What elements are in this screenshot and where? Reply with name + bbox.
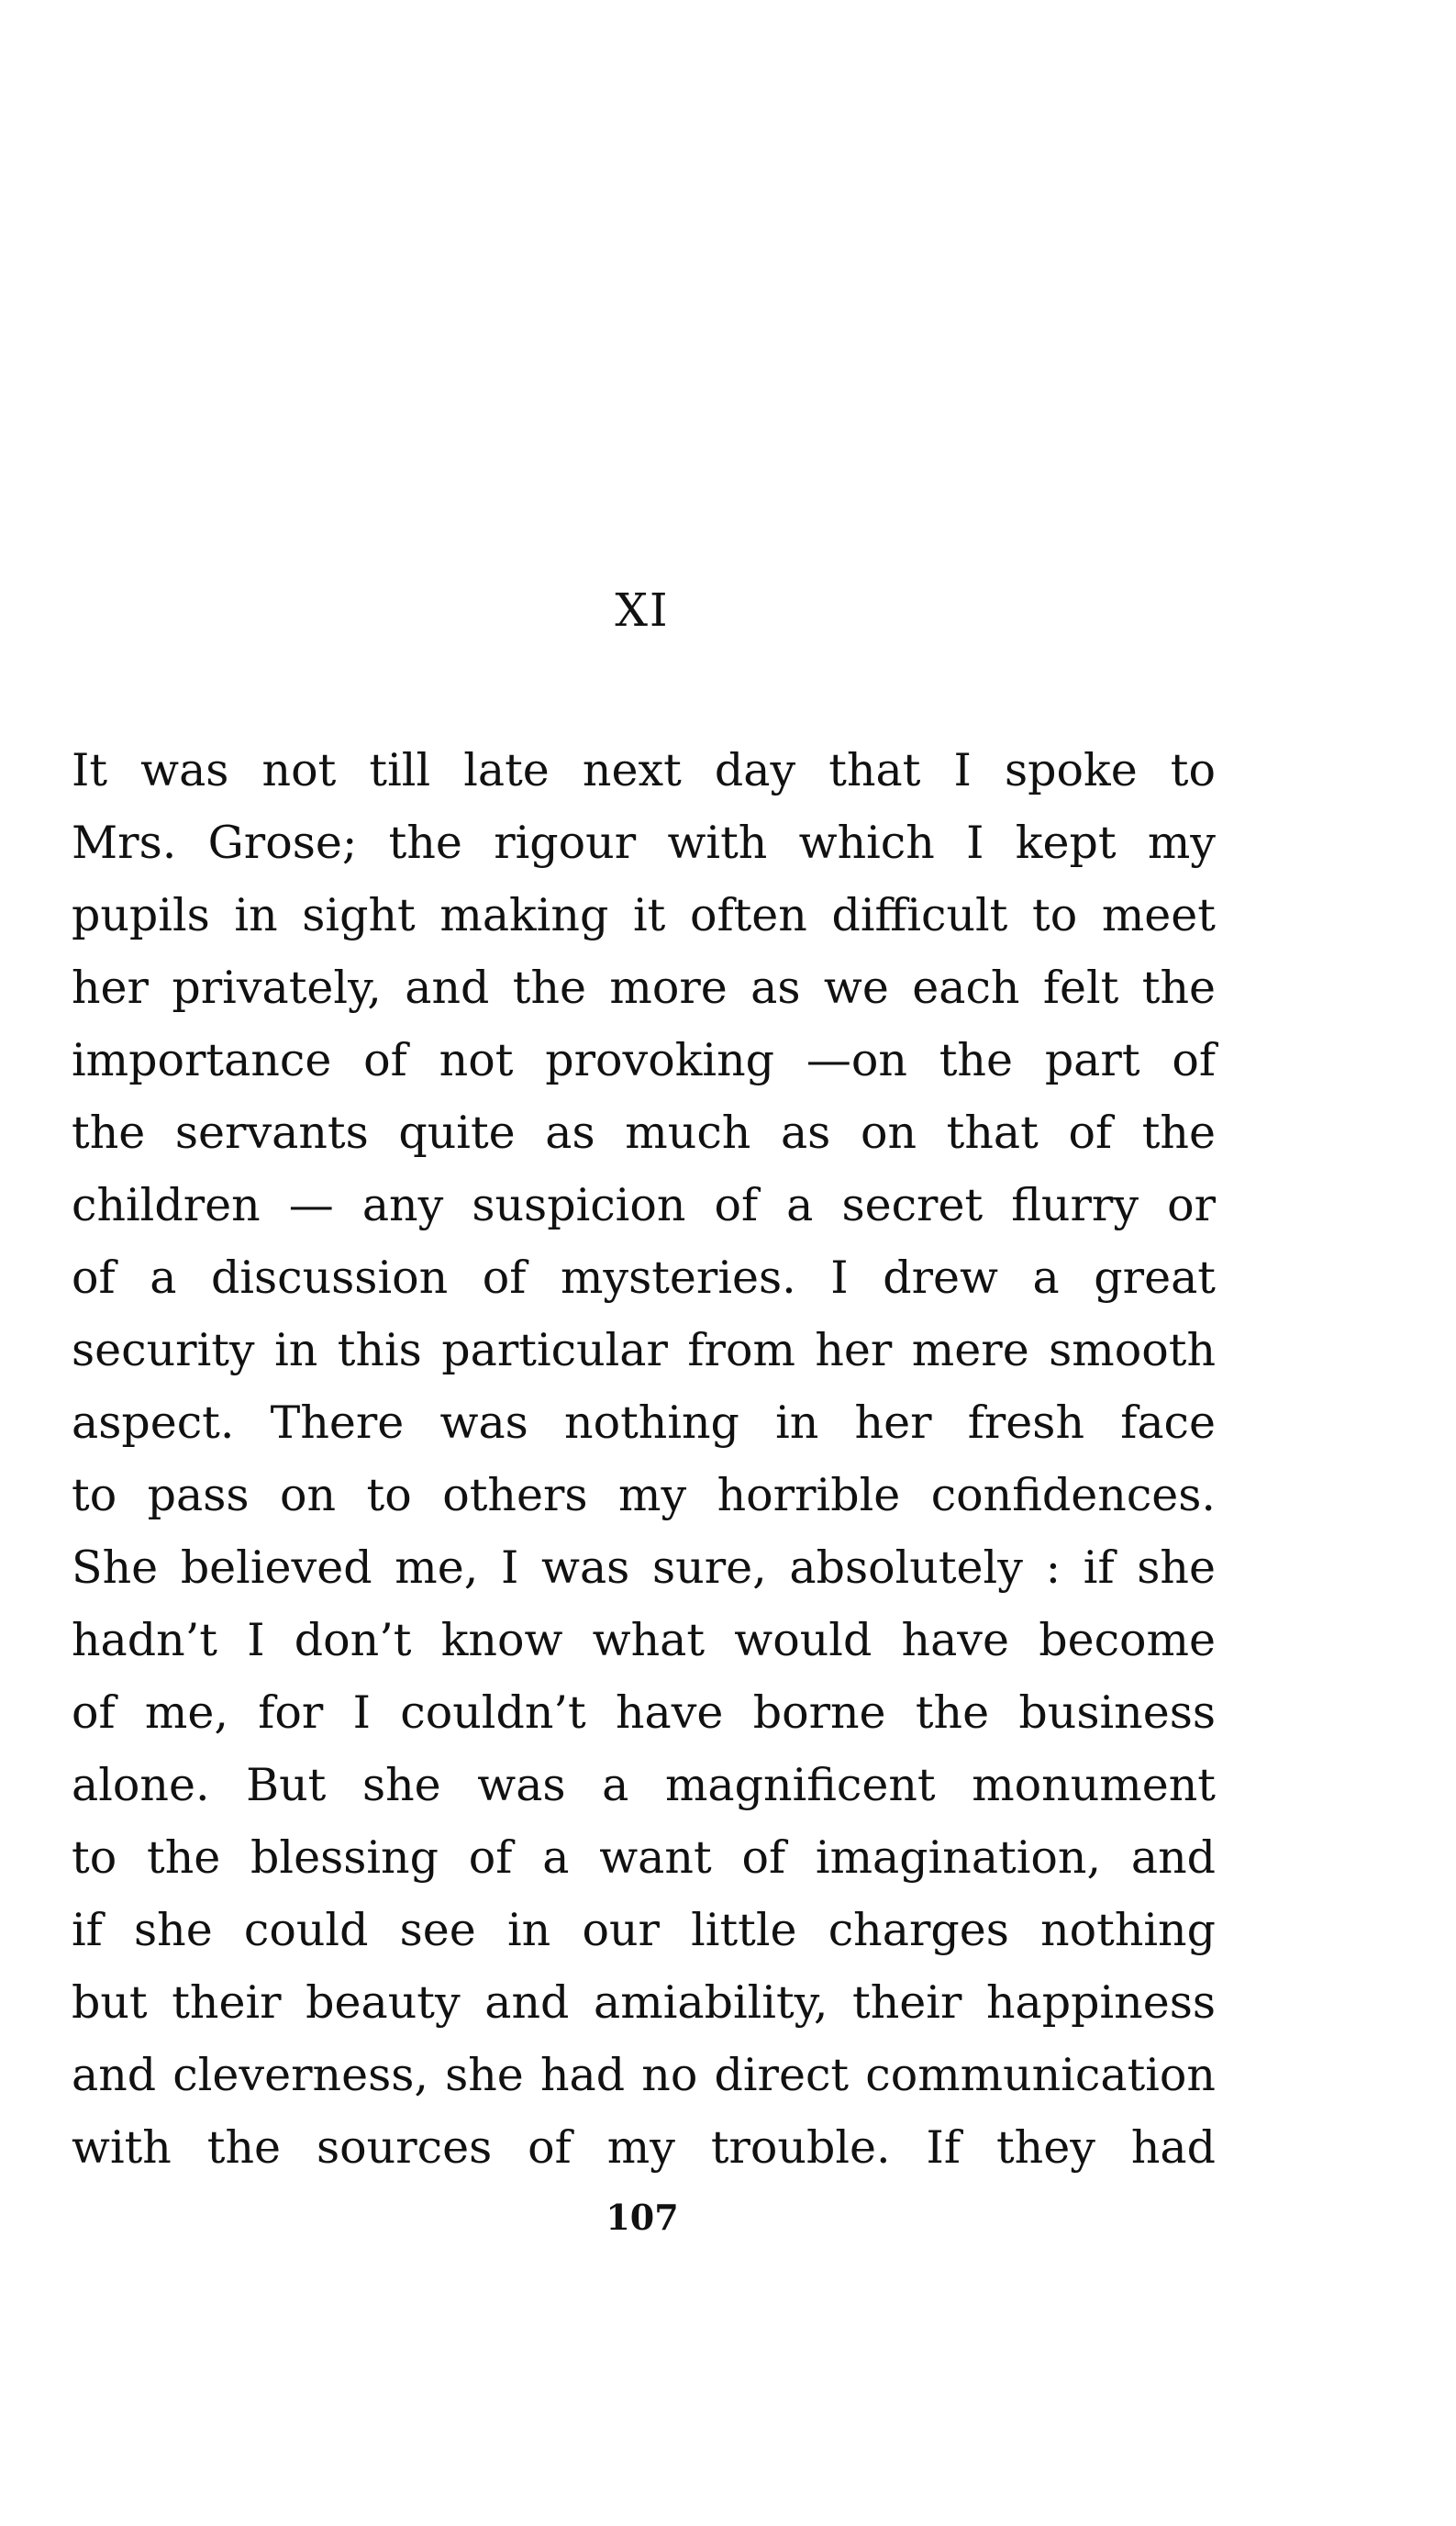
text-line: of a discussion of mysteries. I drew a great (72, 1252, 1216, 1304)
page-number: 107 (606, 2197, 679, 2238)
text-line: hadn’t I don’t know what would have become (72, 1614, 1216, 1666)
text-line: with the sources of my trouble. If they had (72, 2121, 1216, 2174)
text-line: the servants quite as much as on that of the (72, 1107, 1216, 1159)
text-line: to the blessing of a want of imagination, and (72, 1831, 1216, 1884)
text-line: if she could see in our little charges nothing (72, 1904, 1216, 1956)
text-line: It was not till late next day that I spoke to (72, 744, 1216, 796)
text-line: Mrs. Grose; the rigour with which I kept my (72, 817, 1216, 869)
body-text (72, 734, 1216, 2184)
chapter-heading: XI (615, 584, 670, 637)
text-line: security in this particular from her mere smooth (72, 1324, 1216, 1376)
text-line: and cleverness, she had no direct communication (72, 2049, 1216, 2101)
text-line: alone. But she was a magnificent monument (72, 1759, 1216, 1811)
text-line: children — any suspicion of a secret flurry or (72, 1179, 1216, 1231)
text-line: aspect. There was nothing in her fresh face (72, 1397, 1216, 1449)
text-line: She believed me, I was sure, absolutely : if she (72, 1541, 1216, 1594)
text-line: importance of not provoking —on the part of (72, 1034, 1216, 1086)
text-line: of me, for I couldn’t have borne the business (72, 1686, 1216, 1739)
text-line: her privately, and the more as we each felt the (72, 962, 1216, 1014)
text-line: pupils in sight making it often difficult to meet (72, 889, 1216, 941)
text-line: but their beauty and amiability, their happiness (72, 1976, 1216, 2029)
text-line: to pass on to others my horrible confidences. (72, 1469, 1216, 1521)
